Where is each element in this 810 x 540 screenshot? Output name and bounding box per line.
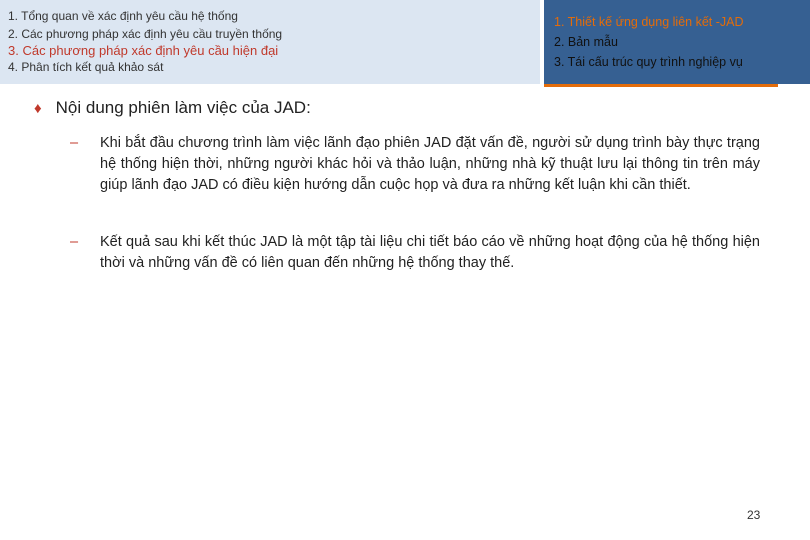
outline-item-1: 1. Tổng quan về xác định yêu cầu hệ thống <box>8 9 238 23</box>
outline-item-3-active: 3. Các phương pháp xác định yêu cầu hiện đại <box>8 43 279 58</box>
dash-bullet-icon: – <box>70 135 79 151</box>
sub-bullet-1 <box>70 133 760 196</box>
sub-bullet-text: Kết quả sau khi kết thúc JAD là một tập tài liệu chi tiết báo cáo về những hoạt động của hệ thống hiện thời và những vấn đề có liên quan đến những hệ thống thay thế. <box>100 234 760 271</box>
outline-item-2: 2. Các phương pháp xác định yêu cầu truyền thống <box>8 27 283 41</box>
header-accent-bar <box>544 84 778 87</box>
page-number: 23 <box>747 508 761 522</box>
outline-item-4: 4. Phân tích kết quả khảo sát <box>8 60 164 74</box>
subtopic-item-2: 2. Bản mẫu <box>554 35 618 49</box>
sub-bullet-2 <box>70 232 760 274</box>
main-bullet <box>34 98 311 118</box>
header-outline-left <box>0 0 540 84</box>
diamond-bullet-icon: ♦ <box>34 99 42 117</box>
dash-bullet-icon: – <box>70 234 79 250</box>
main-bullet-text: Nội dung phiên làm việc của JAD: <box>55 98 311 117</box>
subtopic-item-3: 3. Tái cấu trúc quy trình nghiệp vụ <box>554 55 743 69</box>
sub-bullet-text: Khi bắt đầu chương trình làm việc lãnh đạo phiên JAD đặt vấn đề, người sử dụng trình bày thực trạng hệ thống hiện thời, những người khác hỏi và thảo luận, những nhà kỹ thuật lưu lại thông tin trên máy giúp lãnh đạo JAD có điều kiện hướng dẫn cuộc họp và đưa ra những kết luận khi cần thiết. <box>100 135 760 193</box>
header-outline-right <box>544 0 810 84</box>
subtopic-item-1-active: 1. Thiết kế ứng dụng liên kết -JAD <box>554 15 744 29</box>
